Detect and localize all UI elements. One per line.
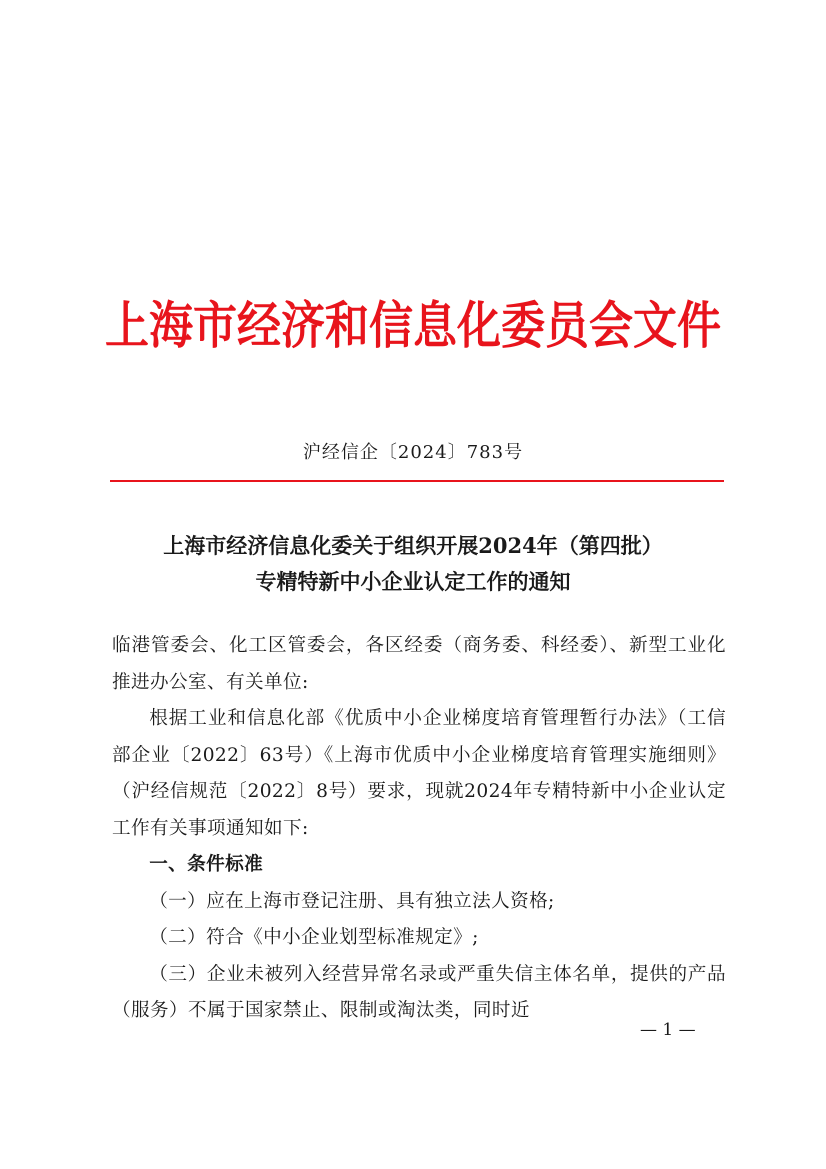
masthead-title: 上海市经济和信息化委员会文件 [105, 297, 721, 356]
section-heading-conditions: 一、条件标准 [149, 854, 264, 875]
red-divider-line [110, 480, 724, 482]
notice-title-line-1: 上海市经济信息化委关于组织开展2024年（第四批） [163, 533, 663, 558]
condition-item-1: （一）应在上海市登记注册、具有独立法人资格; [149, 890, 555, 912]
notice-body [112, 628, 726, 1030]
addressee-paragraph: 临港管委会、化工区管委会，各区经委（商务委、科经委）、新型工业化推进办公室、有关单位: [112, 635, 726, 693]
condition-item-2: （二）符合《中小企业划型标准规定》; [149, 927, 479, 948]
page-number: — 1 — [640, 1020, 696, 1040]
notice-title-line-2: 专精特新中小企业认定工作的通知 [255, 569, 571, 594]
notice-title [60, 528, 766, 600]
condition-item-3: （三）企业未被列入经营异常名录或严重失信主体名单，提供的产品（服务）不属于国家禁止、限制或淘汰类，同时近 [112, 963, 726, 1021]
intro-paragraph: 根据工业和信息化部《优质中小企业梯度培育管理暂行办法》（工信部企业〔2022〕63号）《上海市优质中小企业梯度培育管理实施细则》（沪经信规范〔2022〕8号）要求，现就2024年专精特新中小企业认定工作有关事项通知如下: [112, 708, 726, 839]
document-number: 沪经信企〔2024〕783号 [302, 442, 524, 463]
